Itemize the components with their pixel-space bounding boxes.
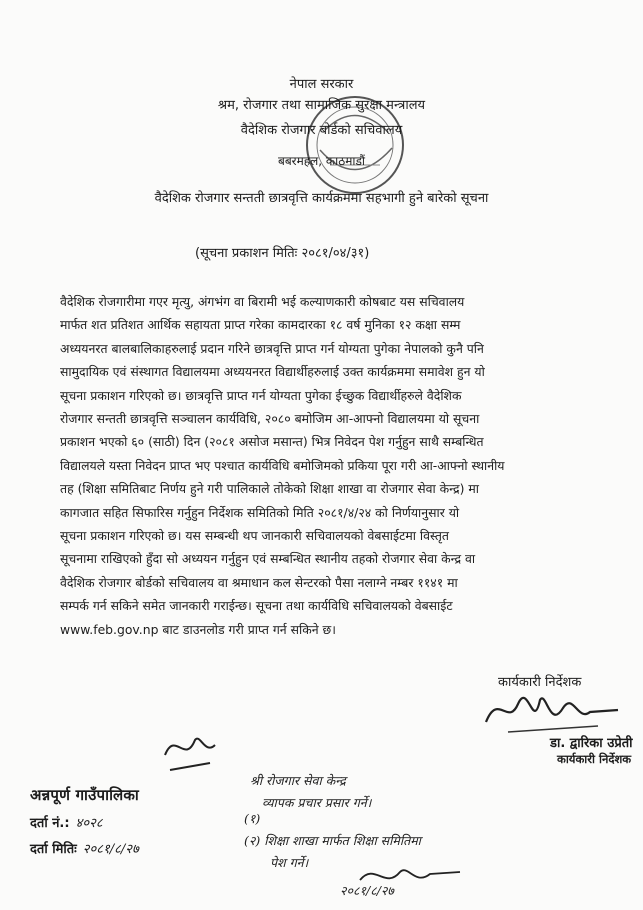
body-line: तह (शिक्षा समितिबाट निर्णय हुने गरी पालिकाले तोकेको शिक्षा शाखा वा रोजगार सेवा केन्द्र) मा xyxy=(60,481,479,497)
body-line: अध्ययनरत बालबालिकाहरुलाई प्रदान गरिने छात्रवृत्ति प्राप्त गर्न योग्यता पुगेका नेपालको कुनै पनि xyxy=(60,340,484,356)
note-line: व्यापक प्रचार प्रसार गर्ने। xyxy=(262,795,372,810)
body-line: मार्फत शत प्रतिशत आर्थिक सहायता प्राप्त गरेका कामदारका १८ वर्ष मुनिका १२ कक्षा सम्म xyxy=(60,317,461,333)
registration-date-row xyxy=(30,839,210,857)
signatory-role: कार्यकारी निर्देशक xyxy=(557,752,632,766)
receiver-signature xyxy=(160,725,220,785)
registration-office: अन्नपूर्ण गाउँपालिका xyxy=(30,786,140,804)
header-secretariat: वैदेशिक रोजगार बोर्डको सचिवालय xyxy=(240,123,403,138)
body-line: कागजात सहित सिफारिस गर्नुहुन निर्देशक समितिको मिति २०८१/४/२४ को निर्णयानुसार यो xyxy=(60,504,460,520)
notice-body xyxy=(60,290,580,641)
registration-stamp xyxy=(30,785,210,857)
body-line: www.feb.gov.np बाट डाउनलोड गरी प्राप्त गर्न सकिने छ। xyxy=(60,621,336,637)
registration-number-label: दर्ता नं.: xyxy=(30,816,70,831)
note-line: (१) xyxy=(244,811,261,826)
notice-title: वैदेशिक रोजगार सन्तती छात्रवृत्ति कार्यक्रममा सहभागी हुने बारेको सूचना xyxy=(154,191,489,206)
signatory-name: डा. द्वारिका उप्रेती xyxy=(550,736,633,751)
body-line: सूचना प्रकाशन गरिएको छ। छात्रवृत्ति प्राप्त गर्न योग्यता पुगेका ईच्छुक विद्यार्थीहरुले वैदेशिक xyxy=(60,387,462,403)
publication-date: (सूचना प्रकाशन मितिः २०८१/०४/३१) xyxy=(195,246,370,261)
registration-number-row xyxy=(30,813,210,831)
registration-date-value: २०८१/८/२७ xyxy=(82,842,139,857)
body-line: सम्पर्क गर्न सकिने समेत जानकारी गराईन्छ। सूचना तथा कार्यविधि सचिवालयको वेबसाईट xyxy=(60,598,453,614)
note-line: श्री रोजगार सेवा केन्द्र xyxy=(250,773,346,788)
note-line: (२) शिक्षा शाखा मार्फत शिक्षा समितिमा xyxy=(244,833,421,848)
note-line: पेश गर्ने। xyxy=(270,855,309,870)
body-line: रोजगार सन्तती छात्रवृत्ति सञ्चालन कार्यविधि, २०८० बमोजिम आ-आफ्नो विद्यालयमा यो सूचना xyxy=(60,411,480,427)
body-line: सूचना प्रकाशन गरिएको छ। यस सम्बन्धी थप जानकारी सचिवालयको वेबसाईटमा विस्तृत xyxy=(60,528,449,544)
body-line: विद्यालयले यस्ता निवेदन प्राप्त भए पश्चात कार्यविधि बमोजिमको प्रकिया पूरा गरी आ-आफ्नो स्थानीय xyxy=(60,457,505,473)
header-address: बबरमहल, काठमाडौं xyxy=(277,154,366,168)
registration-number-value: ४०२८ xyxy=(75,816,103,831)
header-ministry: श्रम, रोजगार तथा सामाजिक सुरक्षा मन्त्रालय xyxy=(217,98,426,113)
body-line: वैदेशिक रोजगार बोर्डको सचिवालय वा श्रमाधान कल सेन्टरको पैसा नलाग्ने नम्बर ११४१ मा xyxy=(60,574,458,590)
header-gov-name: नेपाल सरकार xyxy=(289,77,354,92)
note-signature xyxy=(350,860,470,905)
body-line: प्रकाशन भएको ६० (साठी) दिन (२०८१ असोज मसान्त) भित्र निवेदन पेश गर्नुहुन साथै सम्बन्धित xyxy=(60,434,484,450)
registration-date-label: दर्ता मितिः xyxy=(30,842,77,857)
body-line: सामुदायिक एवं संस्थागत विद्यालयमा अध्ययनरत विद्यार्थीहरुलाई उक्त कार्यक्रममा समावेश हुन यो xyxy=(60,364,485,380)
handwritten-date: २०८१/८/२७ xyxy=(340,883,394,898)
signatory-title-top: कार्यकारी निर्देशक xyxy=(498,675,582,690)
body-line: वैदेशिक रोजगारीमा गएर मृत्यु, अंगभंग वा बिरामी भई कल्याणकारी कोषबाट यस सचिवालय xyxy=(60,294,465,309)
body-line: सूचनामा राखिएको हुँदा सो अध्ययन गर्नुहुन एवं सम्बन्धित स्थानीय तहको रोजगार सेवा केन्द्र वा xyxy=(60,551,476,567)
